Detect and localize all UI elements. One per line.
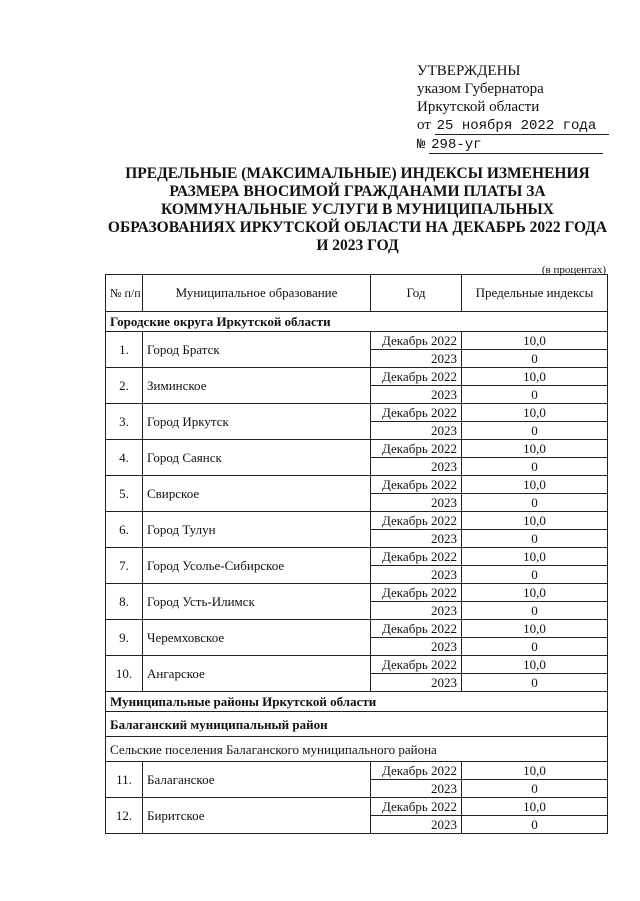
index-2023: 0: [462, 638, 608, 656]
index-december-2022: 10,0: [462, 762, 608, 780]
municipality-name: Город Тулун: [143, 512, 371, 548]
approval-number-prefix: №: [417, 137, 426, 153]
year-december-2022: Декабрь 2022: [371, 404, 462, 422]
year-2023: 2023: [371, 566, 462, 584]
year-december-2022: Декабрь 2022: [371, 512, 462, 530]
approval-decree: указом Губернатора: [417, 81, 544, 97]
year-2023: 2023: [371, 780, 462, 798]
municipality-name: Ангарское: [143, 656, 371, 692]
index-2023: 0: [462, 602, 608, 620]
row-number: 6.: [106, 512, 143, 548]
year-december-2022: Декабрь 2022: [371, 656, 462, 674]
year-2023: 2023: [371, 350, 462, 368]
year-december-2022: Декабрь 2022: [371, 620, 462, 638]
row-number: 5.: [106, 476, 143, 512]
year-december-2022: Декабрь 2022: [371, 440, 462, 458]
subsection-rural-row: [106, 737, 608, 762]
document-title: ПРЕДЕЛЬНЫЕ (МАКСИМАЛЬНЫЕ) ИНДЕКСЫ ИЗМЕНЕНИЯ РАЗМЕРА ВНОСИМОЙ ГРАЖДАНАМИ ПЛАТЫ ЗА КОММУНАЛЬНЫЕ УСЛУГИ В МУНИЦИПАЛЬНЫХ ОБРАЗОВАНИЯХ ИРКУТСКОЙ ОБЛАСТИ НА ДЕКАБРЬ 2022 ГОДА И 2023 ГОД: [107, 165, 608, 254]
approval-date-line: [417, 116, 617, 135]
municipality-name: Биритское: [143, 798, 371, 834]
year-2023: 2023: [371, 386, 462, 404]
municipality-name: Город Саянск: [143, 440, 371, 476]
section-urban: Городские округа Иркутской области: [106, 312, 608, 332]
table-row: [106, 476, 608, 494]
table-row: [106, 404, 608, 422]
subsection-rural: Сельские поселения Балаганского муниципального района: [106, 737, 608, 762]
year-2023: 2023: [371, 816, 462, 834]
index-2023: 0: [462, 816, 608, 834]
indices-table: [105, 274, 608, 834]
section-balagansky: Балаганский муниципальный район: [106, 712, 608, 737]
row-number: 10.: [106, 656, 143, 692]
header-year: Год: [371, 275, 462, 312]
approval-number-line: [417, 135, 617, 154]
units-note: (в процентах): [541, 264, 606, 276]
index-december-2022: 10,0: [462, 656, 608, 674]
approval-number: 298-уг: [429, 138, 603, 154]
year-2023: 2023: [371, 494, 462, 512]
table-row: [106, 798, 608, 816]
year-2023: 2023: [371, 674, 462, 692]
index-2023: 0: [462, 350, 608, 368]
table-row: [106, 656, 608, 674]
index-2023: 0: [462, 458, 608, 476]
year-2023: 2023: [371, 530, 462, 548]
index-december-2022: 10,0: [462, 404, 608, 422]
index-december-2022: 10,0: [462, 548, 608, 566]
table-row: [106, 512, 608, 530]
index-december-2022: 10,0: [462, 512, 608, 530]
index-2023: 0: [462, 780, 608, 798]
section-districts-row: [106, 692, 608, 712]
row-number: 1.: [106, 332, 143, 368]
header-num: № п/п: [106, 275, 143, 312]
year-december-2022: Декабрь 2022: [371, 584, 462, 602]
year-december-2022: Декабрь 2022: [371, 368, 462, 386]
year-2023: 2023: [371, 602, 462, 620]
approval-date: 25 ноября 2022 года: [435, 119, 609, 135]
header-index: Предельные индексы: [462, 275, 608, 312]
index-december-2022: 10,0: [462, 332, 608, 350]
year-december-2022: Декабрь 2022: [371, 476, 462, 494]
row-number: 2.: [106, 368, 143, 404]
table-row: [106, 584, 608, 602]
section-districts: Муниципальные районы Иркутской области: [106, 692, 608, 712]
row-number: 4.: [106, 440, 143, 476]
municipality-name: Свирское: [143, 476, 371, 512]
year-december-2022: Декабрь 2022: [371, 548, 462, 566]
row-number: 3.: [106, 404, 143, 440]
index-december-2022: 10,0: [462, 476, 608, 494]
row-number: 8.: [106, 584, 143, 620]
index-2023: 0: [462, 566, 608, 584]
year-december-2022: Декабрь 2022: [371, 798, 462, 816]
header-municipality: Муниципальное образование: [143, 275, 371, 312]
table-row: [106, 548, 608, 566]
index-december-2022: 10,0: [462, 798, 608, 816]
row-number: 11.: [106, 762, 143, 798]
row-number: 12.: [106, 798, 143, 834]
table-row: [106, 332, 608, 350]
table-row: [106, 368, 608, 386]
approval-heading: УТВЕРЖДЕНЫ: [417, 63, 521, 79]
year-2023: 2023: [371, 422, 462, 440]
index-2023: 0: [462, 530, 608, 548]
index-december-2022: 10,0: [462, 620, 608, 638]
section-balagansky-row: [106, 712, 608, 737]
municipality-name: Город Иркутск: [143, 404, 371, 440]
table-row: [106, 762, 608, 780]
table-header-row: [106, 275, 608, 312]
year-december-2022: Декабрь 2022: [371, 762, 462, 780]
index-2023: 0: [462, 674, 608, 692]
municipality-name: Город Усть-Илимск: [143, 584, 371, 620]
municipality-name: Черемховское: [143, 620, 371, 656]
approval-block: [417, 62, 617, 154]
approval-region: Иркутской области: [417, 99, 540, 115]
municipality-name: Город Усолье-Сибирское: [143, 548, 371, 584]
index-2023: 0: [462, 494, 608, 512]
index-december-2022: 10,0: [462, 368, 608, 386]
year-december-2022: Декабрь 2022: [371, 332, 462, 350]
municipality-name: Балаганское: [143, 762, 371, 798]
section-row: [106, 312, 608, 332]
year-2023: 2023: [371, 638, 462, 656]
table-row: [106, 440, 608, 458]
index-december-2022: 10,0: [462, 440, 608, 458]
table-body: [106, 312, 608, 834]
table-row: [106, 620, 608, 638]
row-number: 7.: [106, 548, 143, 584]
index-2023: 0: [462, 422, 608, 440]
index-2023: 0: [462, 386, 608, 404]
row-number: 9.: [106, 620, 143, 656]
year-2023: 2023: [371, 458, 462, 476]
approval-date-prefix: от: [417, 117, 431, 133]
municipality-name: Город Братск: [143, 332, 371, 368]
index-december-2022: 10,0: [462, 584, 608, 602]
municipality-name: Зиминское: [143, 368, 371, 404]
